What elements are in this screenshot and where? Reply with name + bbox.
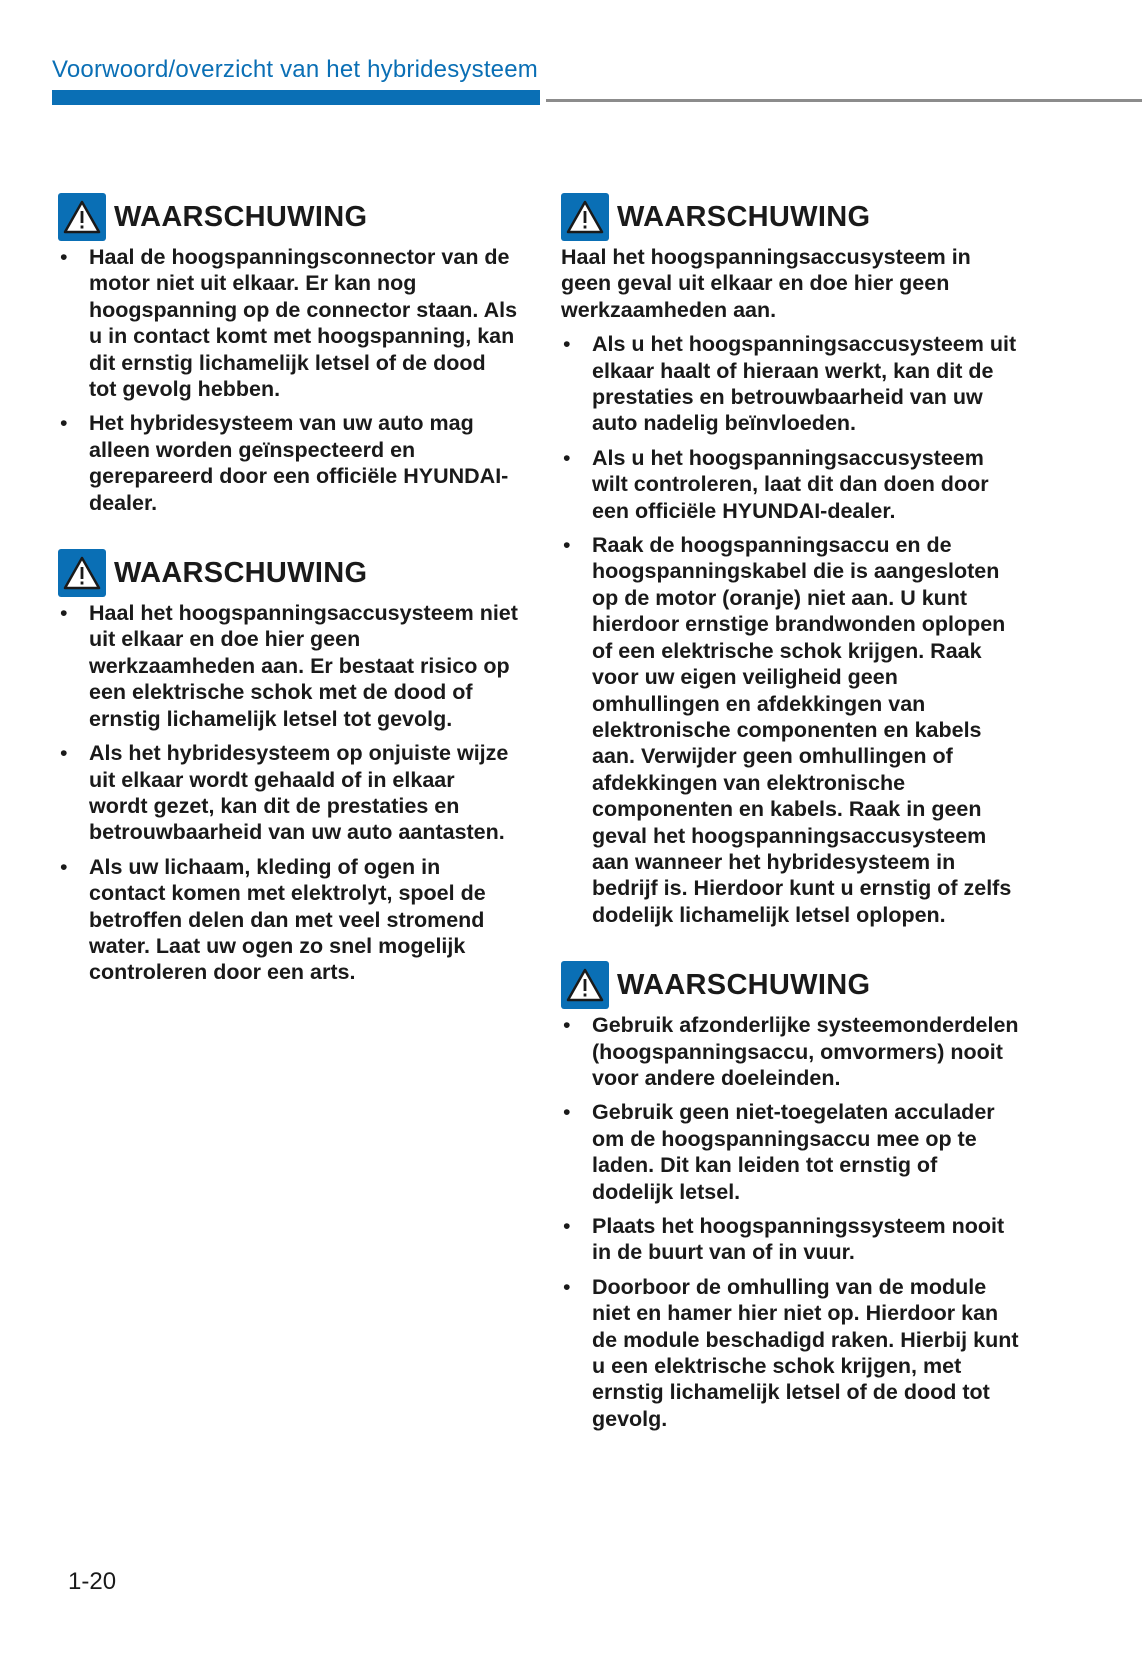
warning-box: [58, 192, 518, 516]
list-item: • Als u het hoogspanningsaccusysteem wilt controleren, laat dit dan doen door een officiële HYUNDAI-dealer.: [561, 445, 1021, 524]
warning-header: [561, 960, 1021, 1010]
warning-header: [58, 548, 518, 598]
warning-list: [561, 331, 1021, 928]
warning-box: [58, 548, 518, 986]
list-item: • Doorboor de omhulling van de module niet en hamer hier niet op. Hierdoor kan de module beschadigd raken. Hierbij kunt u een elektrische schok krijgen, met ernstig lichamelijk letsel of de dood tot gevolg.: [561, 1274, 1021, 1432]
left-column: [58, 192, 518, 1018]
header-accent-bar: [52, 90, 540, 105]
warning-header: [58, 192, 518, 242]
warning-title: WAARSCHUWING: [617, 968, 871, 1001]
warning-list: [58, 244, 518, 516]
list-item: • Het hybridesysteem van uw auto mag alleen worden geïnspecteerd en gerepareerd door een officiële HYUNDAI-dealer.: [58, 410, 518, 516]
page-number: 1-20: [68, 1568, 117, 1595]
warning-title: WAARSCHUWING: [114, 556, 368, 589]
warning-box: [561, 960, 1021, 1432]
header-divider: [546, 99, 1142, 102]
list-item: • Haal het hoogspanningsaccusysteem niet uit elkaar en doe hier geen werkzaamheden aan. Er bestaat risico op een elektrische schok met de dood of ernstig lichamelijk letsel tot gevolg.: [58, 600, 518, 732]
warning-title: WAARSCHUWING: [617, 200, 871, 233]
list-item: • Gebruik geen niet-toegelaten acculader om de hoogspanningsaccu mee op te laden. Dit kan leiden tot ernstig of dodelijk letsel.: [561, 1099, 1021, 1205]
warning-header: [561, 192, 1021, 242]
warning-list: [58, 600, 518, 986]
warning-title: WAARSCHUWING: [114, 200, 368, 233]
warning-triangle-icon: [58, 549, 106, 597]
warning-list: [561, 1012, 1021, 1432]
section-title: Voorwoord/overzicht van het hybridesysteem: [52, 56, 538, 83]
list-item: • Als uw lichaam, kleding of ogen in contact komen met elektrolyt, spoel de betroffen delen dan met veel stromend water. Laat uw ogen zo snel mogelijk controleren door een arts.: [58, 854, 518, 986]
warning-triangle-icon: [561, 961, 609, 1009]
warning-box: [561, 192, 1021, 928]
list-item: • Gebruik afzonderlijke systeemonderdelen (hoogspanningsaccu, omvormers) nooit voor andere doeleinden.: [561, 1012, 1021, 1091]
list-item: • Haal de hoogspanningsconnector van de motor niet uit elkaar. Er kan nog hoogspanning op de connector staan. Als u in contact komt met hoogspanning, kan dit ernstig lichamelijk letsel of de dood tot gevolg hebben.: [58, 244, 518, 402]
warning-triangle-icon: [58, 193, 106, 241]
warning-triangle-icon: [561, 193, 609, 241]
list-item: • Als u het hoogspanningsaccusysteem uit elkaar haalt of hieraan werkt, kan dit de prestaties en betrouwbaarheid van uw auto nadelig beïnvloeden.: [561, 331, 1021, 437]
list-item: • Plaats het hoogspanningssysteem nooit in de buurt van of in vuur.: [561, 1213, 1021, 1266]
right-column: [561, 192, 1021, 1464]
list-item: • Raak de hoogspanningsaccu en de hoogspanningskabel die is aangesloten op de motor (oranje) niet aan. U kunt hierdoor ernstige brandwonden oplopen of een elektrische schok krijgen. Raak voor uw eigen veiligheid geen omhullingen en afdekkingen van elektronische componenten en kabels aan. Verwijder geen omhullingen of afdekkingen van elektronische componenten en kabels. Raak in geen geval het hoogspanningsaccusysteem aan wanneer het hybridesysteem in bedrijf is. Hierdoor kunt u ernstig of zelfs dodelijk lichamelijk letsel oplopen.: [561, 532, 1021, 928]
warning-intro: Haal het hoogspanningsaccusysteem in geen geval uit elkaar en doe hier geen werkzaamheden aan.: [561, 245, 971, 322]
list-item: • Als het hybridesysteem op onjuiste wijze uit elkaar wordt gehaald of in elkaar wordt gezet, kan dit de prestaties en betrouwbaarheid van uw auto aantasten.: [58, 740, 518, 846]
